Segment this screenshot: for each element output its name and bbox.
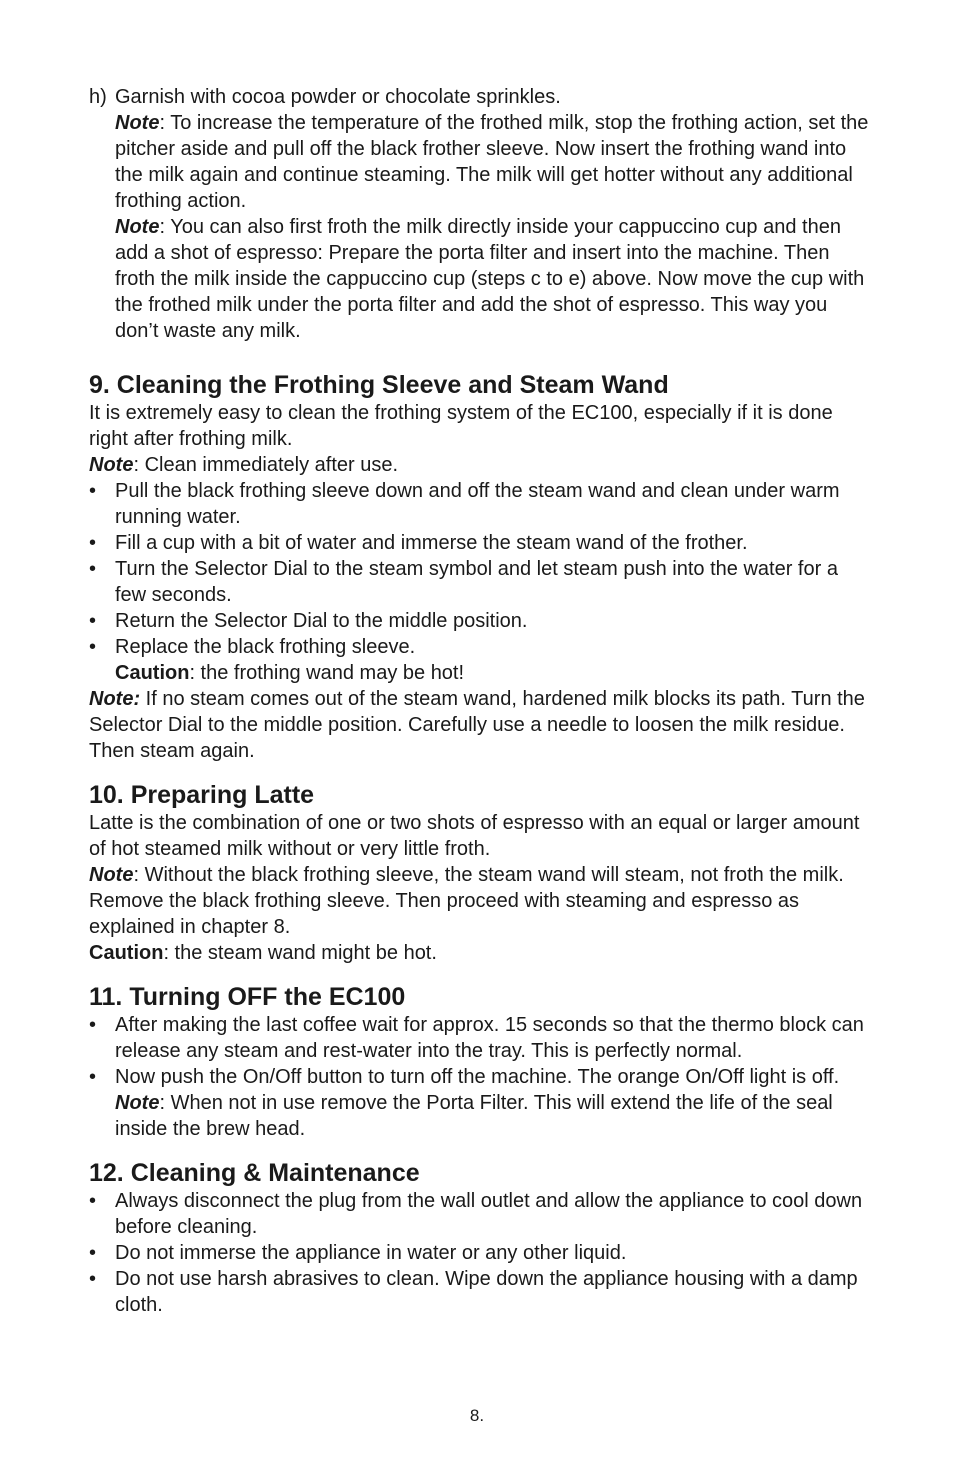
note-paragraph <box>89 214 869 344</box>
list-item <box>89 556 869 608</box>
caution-label: Caution <box>89 942 164 964</box>
section-heading-10: 10. Preparing Latte <box>89 781 315 809</box>
bullet-mark: • <box>89 532 97 554</box>
note-text: : Without the black frothing sleeve, the steam wand will steam, not froth the milk. <box>133 864 844 886</box>
note-label: Note <box>115 112 160 134</box>
step-text: Garnish with cocoa powder or chocolate sprinkles. <box>115 86 561 108</box>
section-paragraph: Remove the black frothing sleeve. Then proceed with steaming and espresso as explained in chapter 8. <box>89 890 800 938</box>
bullet-mark: • <box>89 1190 97 1212</box>
caution-paragraph <box>89 940 869 966</box>
list-item-text: Pull the black frothing sleeve down and off the steam wand and clean under warm running water. <box>115 480 840 528</box>
note-label: Note: <box>89 688 141 710</box>
section-heading-11: 11. Turning OFF the EC100 <box>89 983 406 1011</box>
note-label: Note <box>115 216 160 238</box>
list-item <box>89 1240 869 1266</box>
note-label: Note <box>89 864 134 886</box>
note-paragraph <box>89 452 869 478</box>
list-item-text: Do not use harsh abrasives to clean. Wipe down the appliance housing with a damp cloth. <box>115 1268 858 1316</box>
bullet-mark: • <box>89 558 97 580</box>
step-marker: h) <box>89 86 107 108</box>
section-heading-12: 12. Cleaning & Maintenance <box>89 1159 420 1187</box>
step-h <box>89 84 869 110</box>
section-heading-9: 9. Cleaning the Frothing Sleeve and Steam Wand <box>89 371 669 399</box>
caution-text: : the frothing wand may be hot! <box>189 662 465 684</box>
bullet-mark: • <box>89 610 97 632</box>
manual-page <box>89 84 869 1318</box>
list-item-text: Always disconnect the plug from the wall outlet and allow the appliance to cool down before cleaning. <box>115 1190 863 1238</box>
caution-text: : the steam wand might be hot. <box>163 942 437 964</box>
list-item-text: After making the last coffee wait for approx. 15 seconds so that the thermo block can release any steam and rest-water into the tray. This is perfectly normal. <box>115 1014 864 1062</box>
note-paragraph <box>89 862 869 888</box>
list-item <box>89 1064 869 1090</box>
section-paragraph: It is extremely easy to clean the frothing system of the EC100, especially if it is done right after frothing milk. <box>89 402 833 450</box>
list-item <box>89 608 869 634</box>
bullet-mark: • <box>89 1066 97 1088</box>
bullet-mark: • <box>89 636 97 658</box>
list-item-text: Fill a cup with a bit of water and immerse the steam wand of the frother. <box>115 532 748 554</box>
note-paragraph <box>89 1090 869 1142</box>
note-text: : To increase the temperature of the frothed milk, stop the frothing action, set the pitcher aside and pull off the black frother sleeve. Now insert the frothing wand into the milk again and continue steaming. The milk will get hotter without any additional frothing action. <box>115 112 869 212</box>
bullet-mark: • <box>89 1014 97 1036</box>
list-item <box>89 1188 869 1240</box>
note-paragraph <box>89 110 869 214</box>
caution-label: Caution <box>115 662 190 684</box>
list-item-text: Turn the Selector Dial to the steam symbol and let steam push into the water for a few seconds. <box>115 558 838 606</box>
list-item-text: Replace the black frothing sleeve. <box>115 636 416 658</box>
bullet-mark: • <box>89 1242 97 1264</box>
bullet-mark: • <box>89 1268 97 1290</box>
list-item <box>89 530 869 556</box>
section-paragraph: Latte is the combination of one or two shots of espresso with an equal or larger amount of hot steamed milk without or very little froth. <box>89 812 860 860</box>
page-number: 8. <box>469 1406 485 1425</box>
note-paragraph <box>89 686 869 764</box>
list-item-text: Now push the On/Off button to turn off the machine. The orange On/Off light is off. <box>115 1066 840 1088</box>
bullet-mark: • <box>89 480 97 502</box>
list-item-text: Do not immerse the appliance in water or any other liquid. <box>115 1242 627 1264</box>
note-label: Note <box>89 454 134 476</box>
list-item-text: Return the Selector Dial to the middle position. <box>115 610 528 632</box>
note-text: : Clean immediately after use. <box>133 454 399 476</box>
caution-paragraph <box>89 660 869 686</box>
note-label: Note <box>115 1092 160 1114</box>
list-item <box>89 478 869 530</box>
list-item <box>89 1012 869 1064</box>
list-item <box>89 634 869 660</box>
list-item <box>89 1266 869 1318</box>
note-text: : When not in use remove the Porta Filter. This will extend the life of the seal inside the brew head. <box>115 1092 833 1140</box>
note-text: If no steam comes out of the steam wand, hardened milk blocks its path. Turn the Selector Dial to the middle position. Carefully use a needle to loosen the milk residue. Then steam again. <box>89 688 865 762</box>
note-text: : You can also first froth the milk directly inside your cappuccino cup and then add a shot of espresso: Prepare the porta filter and insert into the machine. Then froth the milk inside the cappuccino cup (steps c to e) above. Now move the cup with the frothed milk under the porta filter and add the shot of espresso. This way you don’t waste any milk. <box>115 216 865 342</box>
